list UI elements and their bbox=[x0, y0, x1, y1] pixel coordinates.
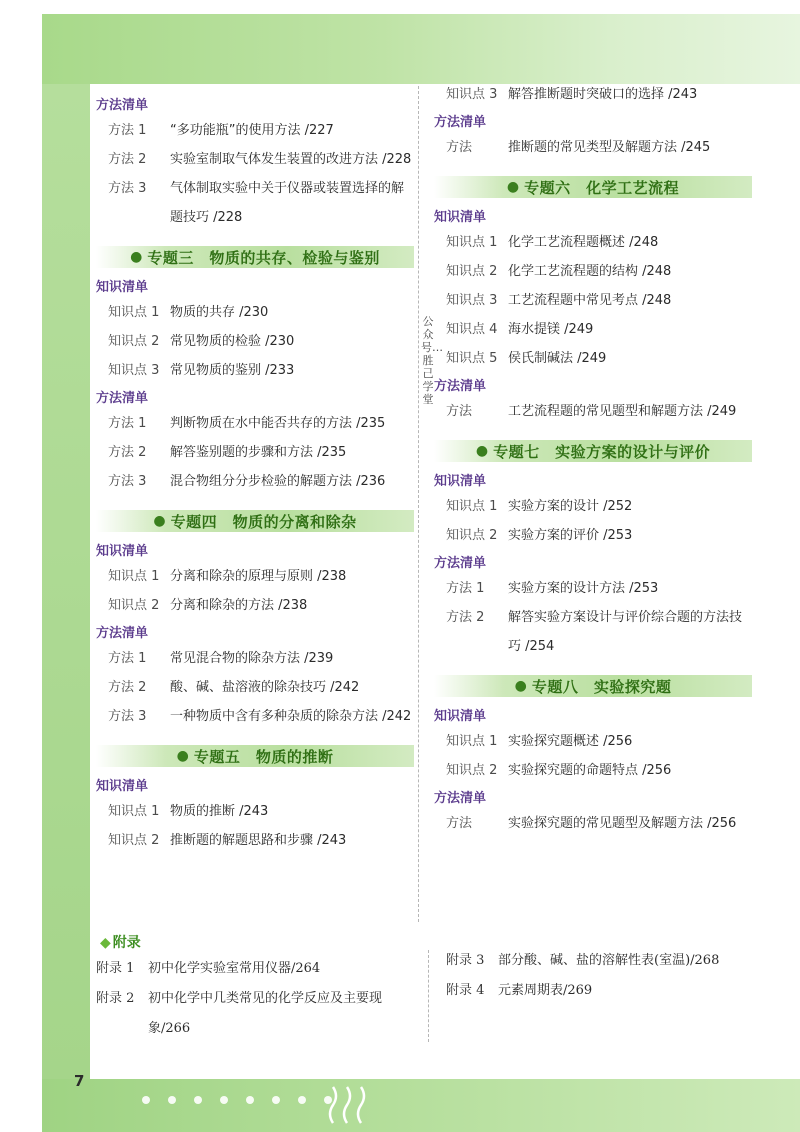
entry-text: 判断物质在水中能否共存的方法 /235 bbox=[170, 416, 386, 431]
decor-dot bbox=[272, 1096, 280, 1104]
section-label: 方法清单 bbox=[434, 115, 487, 130]
topic-header[interactable] bbox=[434, 675, 752, 697]
entry-label: 知识点 1 bbox=[108, 569, 160, 584]
decor-dot bbox=[194, 1096, 202, 1104]
topic-title: 专题五 物质的推断 bbox=[193, 747, 334, 766]
appendix-entry[interactable] bbox=[96, 984, 414, 1044]
topic-title: 专题八 实验探究题 bbox=[531, 677, 672, 696]
entry-label: 方法 2 bbox=[108, 445, 147, 460]
entry-text: 实验方案的评价 /253 bbox=[508, 528, 633, 543]
entry-label: 方法 bbox=[446, 404, 473, 419]
bullet-dot-icon: ● bbox=[130, 249, 143, 265]
topic-header[interactable] bbox=[434, 440, 752, 462]
entry-text: 混合物组分分步检验的解题方法 /236 bbox=[170, 474, 386, 489]
appendix-divider bbox=[428, 950, 429, 1042]
decor-dot bbox=[298, 1096, 306, 1104]
page-number: 7 bbox=[74, 1072, 85, 1090]
entry-text: 解答实验方案设计与评价综合题的方法技巧 /254 bbox=[508, 610, 743, 654]
entry-text: 分离和除杂的原理与原则 /238 bbox=[170, 569, 347, 584]
diamond-bullet-icon: ◆ bbox=[100, 935, 111, 951]
section-label: 知识清单 bbox=[96, 779, 149, 794]
entry-text: 化学工艺流程题概述 /248 bbox=[508, 235, 659, 250]
entry-text: 实验室制取气体发生装置的改进方法 /228 bbox=[170, 152, 412, 167]
toc-entry[interactable] bbox=[446, 228, 752, 257]
entry-text: “多功能瓶”的使用方法 /227 bbox=[170, 123, 334, 138]
toc-entry[interactable] bbox=[108, 174, 414, 232]
entry-text: 工艺流程题的常见题型和解题方法 /249 bbox=[508, 404, 737, 419]
toc-entry[interactable] bbox=[108, 797, 414, 826]
entry-label: 知识点 2 bbox=[108, 334, 160, 349]
entry-label: 知识点 3 bbox=[108, 363, 160, 378]
entry-text: 物质的推断 /243 bbox=[170, 804, 269, 819]
entry-label: 方法 3 bbox=[108, 474, 147, 489]
appendix-entry[interactable] bbox=[446, 976, 776, 1006]
toc-entry[interactable] bbox=[108, 467, 414, 496]
toc-entry[interactable] bbox=[446, 603, 752, 661]
entry-label: 方法 bbox=[446, 140, 473, 155]
entry-text: 实验方案的设计 /252 bbox=[508, 499, 633, 514]
entry-text: 侯氏制碱法 /249 bbox=[508, 351, 607, 366]
entry-text: 常见物质的鉴别 /233 bbox=[170, 363, 295, 378]
toc-entry[interactable] bbox=[446, 344, 752, 373]
entry-label: 方法 1 bbox=[108, 651, 147, 666]
entry-text: 实验探究题的命题特点 /256 bbox=[508, 763, 672, 778]
section-label: 方法清单 bbox=[434, 556, 487, 571]
entry-label: 方法 1 bbox=[446, 581, 485, 596]
topic-header[interactable] bbox=[96, 745, 414, 767]
section-label: 方法清单 bbox=[96, 391, 149, 406]
toc-entry[interactable] bbox=[108, 826, 414, 855]
appendix-title: 附录 bbox=[112, 935, 141, 951]
entry-label: 方法 1 bbox=[108, 416, 147, 431]
entry-text: 化学工艺流程题的结构 /248 bbox=[508, 264, 672, 279]
entry-label: 知识点 2 bbox=[446, 763, 498, 778]
toc-entry[interactable] bbox=[108, 298, 414, 327]
toc-entry[interactable] bbox=[108, 409, 414, 438]
toc-entry[interactable] bbox=[446, 133, 752, 162]
topic-header[interactable] bbox=[96, 246, 414, 268]
bullet-dot-icon: ● bbox=[153, 513, 166, 529]
topic-header[interactable] bbox=[434, 176, 752, 198]
toc-entry[interactable] bbox=[108, 145, 414, 174]
entry-text: 实验方案的设计方法 /253 bbox=[508, 581, 659, 596]
entry-label: 方法 bbox=[446, 816, 473, 831]
entry-text: 初中化学实验室常用仪器/264 bbox=[148, 961, 321, 976]
toc-entry[interactable] bbox=[446, 286, 752, 315]
appendix-section bbox=[96, 932, 776, 1036]
entry-label: 方法 2 bbox=[108, 680, 147, 695]
toc-entry[interactable] bbox=[108, 702, 414, 731]
entry-label: 附录 2 bbox=[96, 991, 135, 1006]
entry-label: 知识点 5 bbox=[446, 351, 498, 366]
entry-text: 常见混合物的除杂方法 /239 bbox=[170, 651, 334, 666]
section-label: 知识清单 bbox=[434, 210, 487, 225]
toc-entry[interactable] bbox=[446, 574, 752, 603]
decor-dot bbox=[246, 1096, 254, 1104]
toc-entry[interactable] bbox=[108, 673, 414, 702]
entry-label: 知识点 2 bbox=[446, 264, 498, 279]
appendix-right bbox=[446, 946, 776, 1006]
entry-text: 实验探究题的常见题型及解题方法 /256 bbox=[508, 816, 737, 831]
entry-label: 方法 1 bbox=[108, 123, 147, 138]
vertical-watermark-note: 公众号…胜己学堂 bbox=[421, 315, 443, 406]
entry-text: 工艺流程题中常见考点 /248 bbox=[508, 293, 672, 308]
toc-entry[interactable] bbox=[446, 521, 752, 550]
topic-title: 专题七 实验方案的设计与评价 bbox=[493, 442, 711, 461]
toc-entry[interactable] bbox=[108, 327, 414, 356]
entry-label: 知识点 1 bbox=[446, 235, 498, 250]
entry-label: 知识点 1 bbox=[446, 499, 498, 514]
entry-text: 常见物质的检验 /230 bbox=[170, 334, 295, 349]
entry-text: 部分酸、碱、盐的溶解性表(室温)/268 bbox=[498, 953, 720, 968]
toc-entry[interactable] bbox=[108, 356, 414, 385]
entry-text: 酸、碱、盐溶液的除杂技巧 /242 bbox=[170, 680, 360, 695]
entry-text: 实验探究题概述 /256 bbox=[508, 734, 633, 749]
topic-title: 专题四 物质的分离和除杂 bbox=[170, 512, 357, 531]
entry-text: 推断题的常见类型及解题方法 /245 bbox=[508, 140, 711, 155]
topic-title: 专题六 化学工艺流程 bbox=[524, 178, 680, 197]
entry-label: 知识点 3 bbox=[446, 87, 498, 102]
entry-text: 气体制取实验中关于仪器或装置选择的解题技巧 /228 bbox=[170, 181, 405, 225]
section-label: 方法清单 bbox=[434, 379, 487, 394]
toc-entry[interactable] bbox=[108, 562, 414, 591]
toc-entry[interactable] bbox=[446, 315, 752, 344]
toc-entry[interactable] bbox=[446, 727, 752, 756]
entry-label: 知识点 4 bbox=[446, 322, 498, 337]
bullet-dot-icon: ● bbox=[176, 748, 189, 764]
appendix-entry[interactable] bbox=[96, 954, 414, 984]
entry-label: 知识点 2 bbox=[108, 598, 160, 613]
entry-label: 知识点 1 bbox=[108, 804, 160, 819]
section-label: 方法清单 bbox=[96, 98, 149, 113]
top-decor-band bbox=[42, 14, 800, 84]
section-label: 方法清单 bbox=[96, 626, 149, 641]
entry-text: 物质的共存 /230 bbox=[170, 305, 269, 320]
toc-entry[interactable] bbox=[446, 80, 752, 109]
entry-label: 知识点 3 bbox=[446, 293, 498, 308]
entry-label: 知识点 1 bbox=[446, 734, 498, 749]
decor-dots bbox=[142, 1096, 332, 1104]
bullet-dot-icon: ● bbox=[506, 179, 520, 195]
entry-text: 初中化学中几类常见的化学反应及主要现象/266 bbox=[148, 991, 383, 1036]
section-label: 知识清单 bbox=[434, 474, 487, 489]
topic-title: 专题三 物质的共存、检验与鉴别 bbox=[147, 248, 380, 267]
entry-text: 解答鉴别题的步骤和方法 /235 bbox=[170, 445, 347, 460]
entry-label: 附录 4 bbox=[446, 983, 485, 998]
entry-text: 分离和除杂的方法 /238 bbox=[170, 598, 308, 613]
entry-label: 知识点 2 bbox=[446, 528, 498, 543]
toc-entry[interactable] bbox=[108, 438, 414, 467]
section-label: 方法清单 bbox=[434, 791, 487, 806]
entry-text: 解答推断题时突破口的选择 /243 bbox=[508, 87, 698, 102]
entry-label: 知识点 2 bbox=[108, 833, 160, 848]
entry-label: 方法 2 bbox=[108, 152, 147, 167]
entry-label: 附录 1 bbox=[96, 961, 135, 976]
appendix-entry[interactable] bbox=[446, 946, 776, 976]
decor-dot bbox=[220, 1096, 228, 1104]
left-column bbox=[96, 92, 414, 855]
section-label: 知识清单 bbox=[96, 280, 149, 295]
toc-entry[interactable] bbox=[446, 756, 752, 785]
entry-text: 一种物质中含有多种杂质的除杂方法 /242 bbox=[170, 709, 412, 724]
entry-text: 海水提镁 /249 bbox=[508, 322, 594, 337]
column-divider bbox=[418, 86, 419, 922]
wave-decor-icon bbox=[325, 1085, 375, 1125]
toc-entry[interactable] bbox=[446, 397, 752, 426]
entry-label: 方法 2 bbox=[446, 610, 485, 625]
section-label: 知识清单 bbox=[96, 544, 149, 559]
decor-dot bbox=[142, 1096, 150, 1104]
toc-entry[interactable] bbox=[108, 591, 414, 620]
bottom-decor-band bbox=[42, 1079, 800, 1132]
entry-label: 方法 3 bbox=[108, 181, 147, 196]
bullet-dot-icon: ● bbox=[514, 678, 527, 694]
toc-entry[interactable] bbox=[446, 257, 752, 286]
entry-text: 元素周期表/269 bbox=[498, 983, 593, 998]
entry-label: 知识点 1 bbox=[108, 305, 160, 320]
toc-entry[interactable] bbox=[446, 809, 752, 838]
topic-header[interactable] bbox=[96, 510, 414, 532]
left-decor-strip bbox=[42, 84, 90, 1079]
decor-dot bbox=[168, 1096, 176, 1104]
toc-entry[interactable] bbox=[108, 116, 414, 145]
toc-entry[interactable] bbox=[446, 492, 752, 521]
appendix-left bbox=[96, 954, 414, 1044]
right-column bbox=[434, 80, 752, 838]
section-label: 知识清单 bbox=[434, 709, 487, 724]
toc-entry[interactable] bbox=[108, 644, 414, 673]
entry-text: 推断题的解题思路和步骤 /243 bbox=[170, 833, 347, 848]
bullet-dot-icon: ● bbox=[475, 443, 489, 459]
entry-label: 方法 3 bbox=[108, 709, 147, 724]
entry-label: 附录 3 bbox=[446, 953, 485, 968]
